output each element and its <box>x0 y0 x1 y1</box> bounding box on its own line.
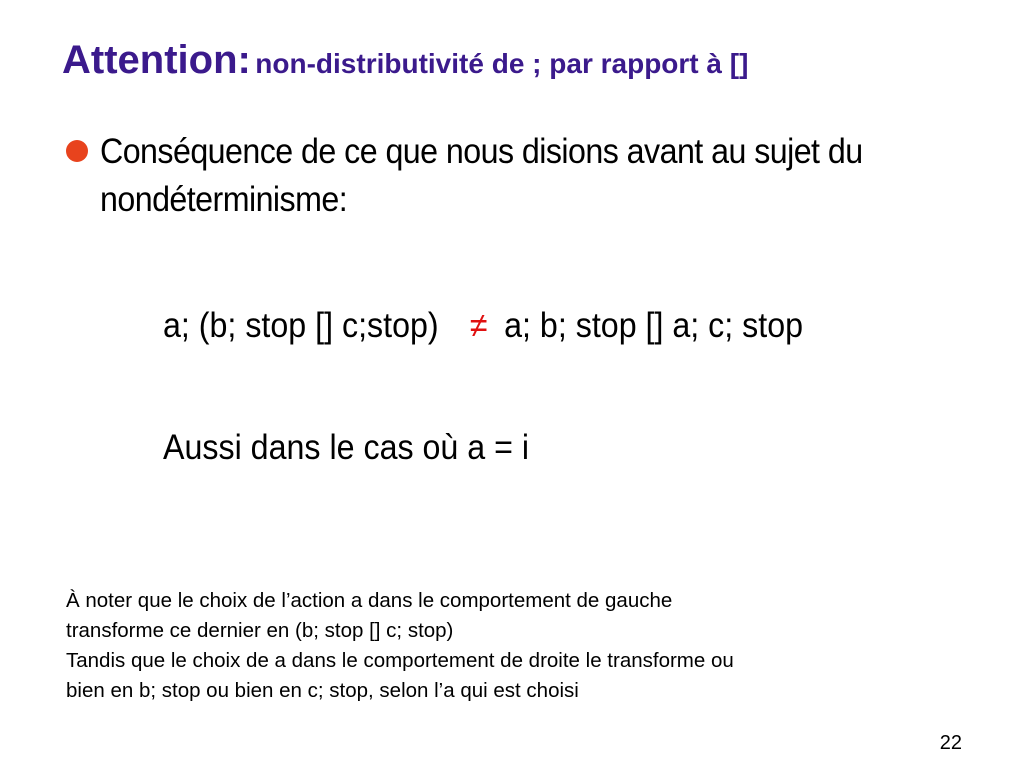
formula-right: a; b; stop [] a; c; stop <box>504 306 804 345</box>
formula <box>163 306 803 346</box>
footnote-line: À noter que le choix de l’action a dans le comportement de gauche <box>66 589 673 612</box>
footnote-line: transforme ce dernier en (b; stop [] c; stop) <box>66 619 454 642</box>
also-note: Aussi dans le cas où a = i <box>163 428 530 467</box>
formula-left: a; (b; stop [] c;stop) <box>163 306 439 345</box>
footnote-line: bien en b; stop ou bien en c; stop, selon l’a qui est choisi <box>66 679 579 702</box>
not-equal-sign: ≠ <box>469 306 488 345</box>
slide-title <box>62 38 748 83</box>
title-subtitle: non-distributivité de ; par rapport à [] <box>255 48 749 79</box>
footnote <box>66 586 926 706</box>
bullet-text: Conséquence de ce que nous disions avant au sujet du nondéterminisme: <box>100 132 863 219</box>
title-main: Attention: <box>62 38 251 82</box>
bullet-dot-icon <box>66 140 88 162</box>
footnote-line: Tandis que le choix de a dans le comportement de droite le transforme ou <box>66 649 734 672</box>
page-number: 22 <box>939 732 962 754</box>
